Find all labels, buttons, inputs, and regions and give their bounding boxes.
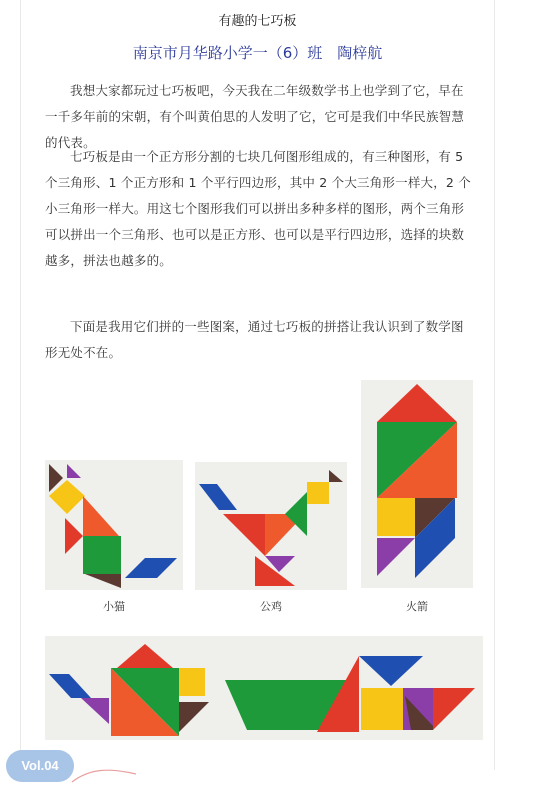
boat-tangram-image bbox=[221, 636, 483, 740]
cat-tangram-image bbox=[45, 460, 183, 590]
rocket-tangram-image bbox=[361, 380, 473, 588]
cat-leg-piece bbox=[83, 536, 121, 574]
boat-cabin-piece bbox=[361, 688, 403, 730]
paragraph-intro: 我想大家都玩过七巧板吧，今天我在二年级数学书上也学到了它，早在一千多年前的宋朝，有个叫黄伯思的人发明了它，它可是我们中华民族智慧的代表。 bbox=[45, 83, 465, 150]
rooster-tangram-image bbox=[195, 462, 347, 590]
volume-badge: Vol.04 bbox=[6, 750, 74, 782]
cat-caption: 小猫 bbox=[103, 600, 125, 613]
decorative-swoosh-icon bbox=[70, 766, 140, 786]
article-title: 有趣的七巧板 bbox=[218, 14, 297, 29]
cat-tangram-photo bbox=[45, 460, 183, 590]
rocket-caption: 火箭 bbox=[406, 600, 428, 613]
paragraph-conclusion: 下面是我用它们拼的一些图案，通过七巧板的拼搭让我认识到了数学图形无处不在。 bbox=[45, 319, 464, 360]
rocket-tangram-photo bbox=[361, 380, 473, 588]
rooster-head-piece bbox=[307, 482, 329, 504]
paragraph-description: 七巧板是由一个正方形分割的七块几何图形组成的，有三种图形，有 5 个三角形、1 个正方形和 1 个平行四边形，其中 2 个大三角形一样大，2 个小三角形一样大。用这七个图形我们可以拼出多种多样的图形，两个三角形可以拼出一个三角形、也可以是正方形、也可以是平行四边形，选择的块数越多，拼法也越多的。 bbox=[45, 149, 471, 268]
teapot-tangram-photo bbox=[45, 636, 229, 740]
rooster-caption: 公鸡 bbox=[260, 600, 282, 613]
teapot-handle-piece bbox=[179, 668, 205, 696]
rocket-window-piece bbox=[377, 498, 415, 536]
article-page bbox=[20, 0, 495, 770]
article-author: 南京市月华路小学一（6）班 陶梓航 bbox=[132, 44, 383, 62]
rooster-tangram-photo bbox=[195, 462, 347, 590]
teapot-tangram-image bbox=[45, 636, 229, 740]
boat-tangram-photo bbox=[221, 636, 483, 740]
